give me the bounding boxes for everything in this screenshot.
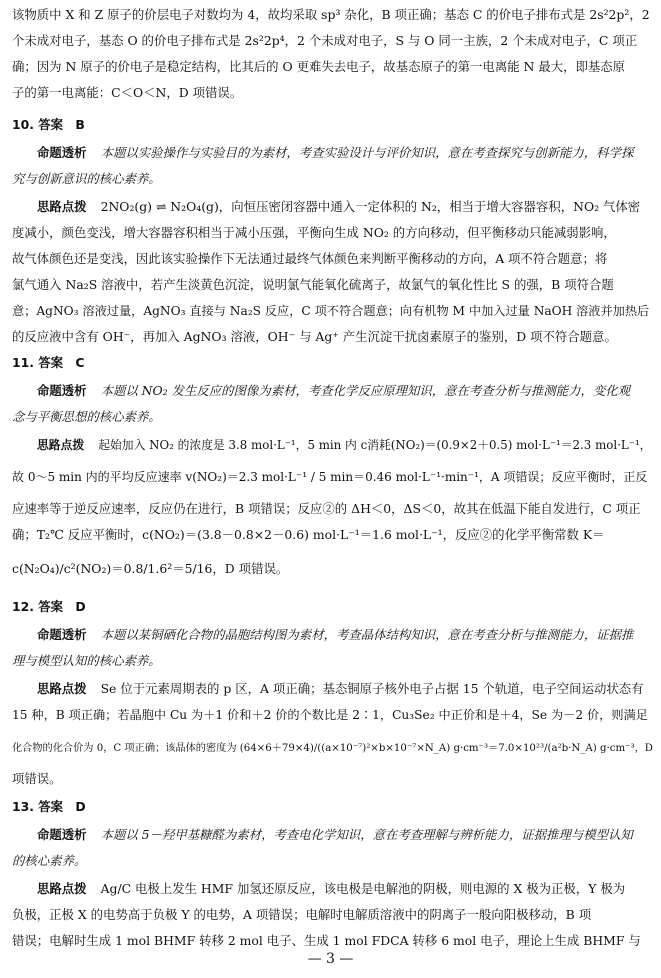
q11-analysis-line: 命题透析 本题以 NO₂ 发生反应的图像为素材，考查化学反应原理知识，意在考查分析与推测能力，变化观 xyxy=(37,383,631,398)
q10-tips-line: 度减小，颜色变浅，增大容器容积相当于减小压强，平衡向生成 NO₂ 的方向移动，但平衡移动只能减弱影响， xyxy=(12,225,616,240)
question-13-answer: 13. 答案 D xyxy=(12,799,86,814)
text-line: 个未成对电子，基态 O 的价电子排布式是 2s²2p⁴，2 个未成对电子，S 与 O 同一主族，2 个未成对电子，C 项正 xyxy=(12,33,638,48)
q11-tips-line: 思路点拨 起始加入 NO₂ 的浓度是 3.8 mol·L⁻¹，5 min 内 c消耗(NO₂)＝(0.9×2＋0.5) mol·L⁻¹＝2.3 mol·L⁻¹， xyxy=(37,438,652,452)
q12-analysis-line: 命题透析 本题以某铜硒化合物的晶胞结构图为素材，考查晶体结构知识，意在考查分析与推测能力，证据推 xyxy=(37,627,634,642)
q11-tips-line: 故 0～5 min 内的平均反应速率 v(NO₂)＝2.3 mol·L⁻¹ / 5 min＝0.46 mol·L⁻¹·min⁻¹，A 项错误；反应平衡时，正反 xyxy=(12,470,648,484)
q13-analysis-line: 命题透析 本题以 5－羟甲基糠醛为素材，考查电化学知识，意在考查理解与辨析能力，证据推理与模型认知 xyxy=(37,827,633,842)
q13-tips-line: 思路点拨 Ag/C 电极上发生 HMF 加氢还原反应，该电极是电解池的阴极，则电源的 X 极为正极，Y 极为 xyxy=(37,881,626,896)
q12-tips-line: 15 种，B 项正确；若晶胞中 Cu 为＋1 价和＋2 价的个数比是 2∶1，Cu₃Se₂ 中正价和是＋4，Se 为－2 价，则满足 xyxy=(12,708,648,722)
q10-tips-line: 思路点拨 2NO₂(g) ⇌ N₂O₄(g)，向恒压密闭容器中通入一定体积的 N₂，相当于增大容器容积，NO₂ 气体密 xyxy=(37,199,641,214)
q12-tips-line: 思路点拨 Se 位于元素周期表的 p 区，A 项正确；基态铜原子核外电子占据 15 个轨道，电子空间运动状态有 xyxy=(37,681,644,696)
q13-tips-line: 错误；电解时生成 1 mol BHMF 转移 2 mol 电子、生成 1 mol FDCA 转移 6 mol 电子，理论上生成 BHMF 与 xyxy=(12,933,641,948)
q11-tips-line: c(N₂O₄)/c²(NO₂)＝0.8/1.6²＝5/16，D 项错误。 xyxy=(12,561,289,576)
q12-tips-line: 化合物的化合价为 0，C 项正确；该晶体的密度为 (64×6＋79×4)/((a×10⁻⁷)²×b×10⁻⁷×N_A) g·cm⁻³＝7.0×10²³/(a²b·N_A) g·cm⁻³，D xyxy=(12,743,653,754)
analysis-label: 命题透析 xyxy=(37,827,87,842)
q13-analysis-line: 的核心素养。 xyxy=(12,853,87,868)
question-10-answer: 10. 答案 B xyxy=(12,117,85,132)
tips-label: 思路点拨 xyxy=(37,881,87,896)
page-number: — 3 — xyxy=(307,951,354,967)
analysis-label: 命题透析 xyxy=(37,383,87,398)
q11-analysis-line: 念与平衡思想的核心素养。 xyxy=(12,409,161,424)
q10-analysis-line: 究与创新意识的核心素养。 xyxy=(12,171,161,186)
q10-tips-line: 的反应液中含有 OH⁻，再加入 AgNO₃ 溶液，OH⁻ 与 Ag⁺ 产生沉淀干扰卤素原子的鉴别，D 项不符合题意。 xyxy=(12,329,617,344)
tips-label: 思路点拨 xyxy=(37,438,85,452)
q11-tips-line: 确；T₂℃ 反应平衡时，c(NO₂)＝(3.8－0.8×2－0.6) mol·L⁻¹＝1.6 mol·L⁻¹，反应②的化学平衡常数 K＝ xyxy=(12,527,605,542)
q13-tips-line: 负极，正极 X 的电势高于负极 Y 的电势，A 项错误；电解时电解质溶液中的阴离子一般向阳极移动，B 项 xyxy=(12,907,592,922)
q10-analysis-line: 命题透析 本题以实验操作与实验目的为素材，考查实验设计与评价知识，意在考查探究与创新能力，科学探 xyxy=(37,145,634,160)
question-12-answer: 12. 答案 D xyxy=(12,599,86,614)
q10-tips-line: 故气体颜色还是变浅，因此该实验操作下无法通过最终气体颜色来判断平衡移动的方向，A 项不符合题意；将 xyxy=(12,251,608,266)
q12-tips-line: 项错误。 xyxy=(12,771,62,786)
q12-analysis-line: 理与模型认知的核心素养。 xyxy=(12,653,161,668)
q11-tips-line: 应速率等于逆反应速率，反应仍在进行，B 项错误；反应②的 ΔH＜0，ΔS＜0，故其在低温下能自发进行，C 项正 xyxy=(12,501,641,516)
question-11-answer: 11. 答案 C xyxy=(12,355,85,370)
tips-label: 思路点拨 xyxy=(37,681,87,696)
analysis-label: 命题透析 xyxy=(37,627,87,642)
q10-tips-line: 氯气通入 Na₂S 溶液中，若产生淡黄色沉淀，说明氯气能氧化硫离子，故氯气的氧化性比 S 的强，B 项符合题 xyxy=(12,277,614,292)
text-line: 子的第一电离能：C＜O＜N，D 项错误。 xyxy=(12,85,243,100)
text-line: 该物质中 X 和 Z 原子的价层电子对数均为 4，故均采取 sp³ 杂化，B 项正确；基态 C 的价电子排布式是 2s²2p²，2 xyxy=(12,7,650,22)
tips-label: 思路点拨 xyxy=(37,199,87,214)
analysis-label: 命题透析 xyxy=(37,145,87,160)
q10-tips-line: 意；AgNO₃ 溶液过量，AgNO₃ 直接与 Na₂S 反应，C 项不符合题意；向有机物 M 中加入过量 NaOH 溶液并加热后 xyxy=(12,304,650,318)
text-line: 确；因为 N 原子的价电子是稳定结构，比其后的 O 更难失去电子，故基态原子的第一电离能 N 最大，即基态原 xyxy=(12,59,626,74)
